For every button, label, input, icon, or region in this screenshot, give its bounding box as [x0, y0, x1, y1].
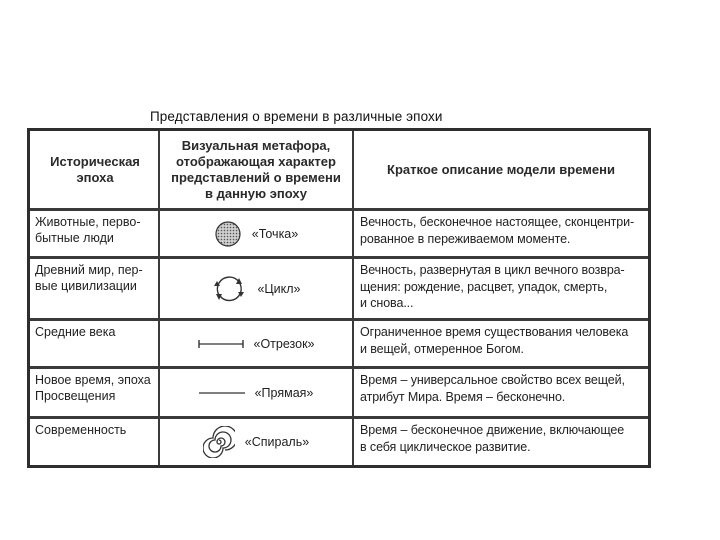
metaphor-label: «Точка»: [251, 226, 299, 241]
metaphor-label: «Прямая»: [254, 385, 314, 400]
metaphor-cell: [160, 211, 354, 259]
header-metaphor: [160, 131, 354, 211]
epoch-line: Животные, перво-: [35, 215, 141, 229]
header-description: [354, 131, 648, 211]
header-epoch: [30, 131, 160, 211]
header-epoch-line: Историческая: [50, 153, 140, 169]
header-description-text: Краткое описание модели времени: [387, 161, 615, 177]
header-metaphor-line: в данную эпоху: [204, 185, 307, 201]
description-line: рованное в переживаемом моменте.: [360, 231, 571, 246]
description-cell: [354, 259, 648, 321]
description-line: Время – универсальное свойство всех вещей,: [360, 373, 625, 387]
epoch-cell: [30, 369, 160, 419]
epoch-line: Древний мир, пер-: [35, 263, 143, 277]
description-line: атрибут Мира. Время – бесконечно.: [360, 389, 566, 404]
table-row: [30, 419, 648, 465]
description-cell: [354, 321, 648, 369]
description-line: и снова...: [360, 296, 414, 310]
table-row: [30, 321, 648, 369]
description-line: щения: рождение, расцвет, упадок, смерть,: [360, 279, 608, 294]
header-metaphor-line: Визуальная метафора,: [181, 137, 331, 153]
description-line: Время – бесконечное движение, включающее: [360, 423, 625, 437]
line-icon: [199, 390, 245, 396]
spiral-icon: [203, 426, 235, 458]
page-title: Представления о времени в различные эпохи: [150, 109, 443, 124]
epoch-cell: [30, 211, 160, 259]
segment-icon: [198, 339, 244, 349]
epoch-line: вые цивилизации: [35, 279, 137, 293]
epoch-line: Современность: [35, 423, 127, 437]
description-line: и вещей, отмеренное Богом.: [360, 341, 524, 356]
table-header-row: [30, 131, 648, 211]
table-row: [30, 369, 648, 419]
metaphor-label: «Спираль»: [244, 435, 310, 449]
epoch-line: Средние века: [35, 325, 116, 339]
metaphor-label: «Цикл»: [257, 281, 301, 296]
description-cell: [354, 211, 648, 259]
metaphor-label: «Отрезок»: [253, 336, 315, 351]
metaphor-cell: [160, 419, 354, 465]
epoch-line: Просвещения: [35, 389, 116, 403]
description-line: Ограниченное время существования человека: [360, 325, 629, 339]
epoch-cell: [30, 321, 160, 369]
table-row: [30, 211, 648, 259]
epoch-line: бытные люди: [35, 231, 114, 245]
epoch-cell: [30, 419, 160, 465]
cycle-icon: [211, 271, 247, 307]
epochs-table: [27, 128, 651, 468]
metaphor-cell: [160, 259, 354, 321]
description-cell: [354, 419, 648, 465]
dot-icon: [214, 220, 242, 248]
description-line: Вечность, развернутая в цикл вечного возвра-: [360, 263, 625, 277]
epoch-cell: [30, 259, 160, 321]
description-line: в себя циклическое развитие.: [360, 439, 531, 454]
table-row: [30, 259, 648, 321]
header-epoch-line: эпоха: [76, 169, 114, 185]
header-metaphor-line: представлений о времени: [171, 169, 341, 185]
description-cell: [354, 369, 648, 419]
epoch-line: Новое время, эпоха: [35, 373, 151, 387]
header-metaphor-line: отображающая характер: [176, 153, 336, 169]
metaphor-cell: [160, 369, 354, 419]
description-line: Вечность, бесконечное настоящее, сконцентри-: [360, 215, 635, 229]
metaphor-cell: [160, 321, 354, 369]
